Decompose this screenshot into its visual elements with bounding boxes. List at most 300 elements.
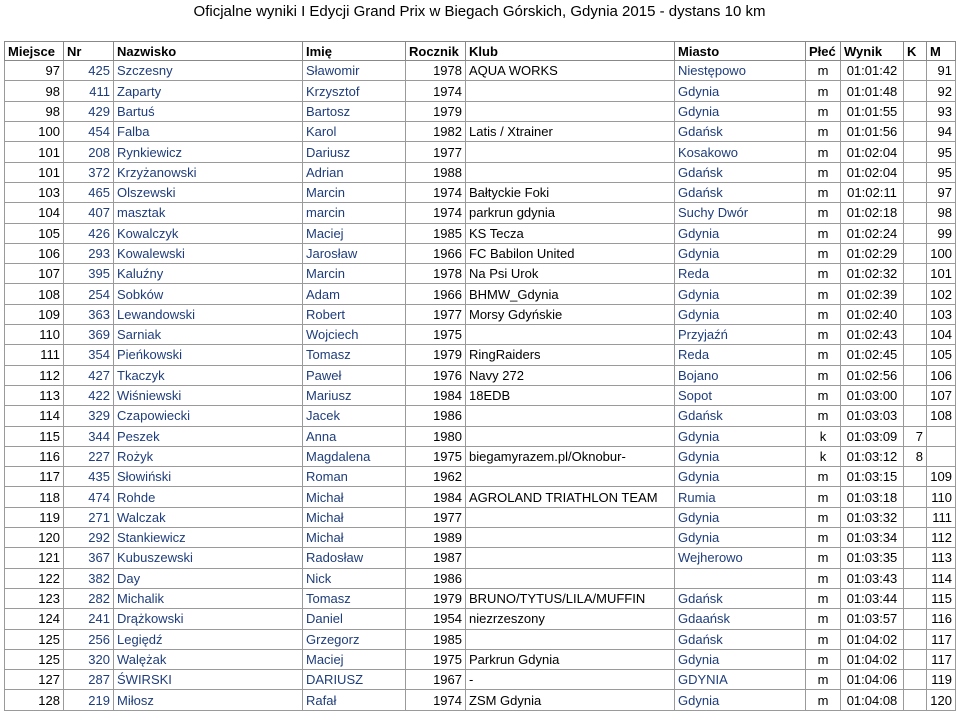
cell-nr: 369 [64, 325, 114, 345]
cell-rocznik: 1988 [406, 162, 466, 182]
cell-nr: 282 [64, 588, 114, 608]
cell-m: 117 [927, 629, 956, 649]
cell-miasto [675, 568, 806, 588]
cell-nr: 395 [64, 264, 114, 284]
cell-miasto: Gdynia [675, 446, 806, 466]
cell-nr: 427 [64, 365, 114, 385]
cell-k [904, 670, 927, 690]
cell-m: 97 [927, 182, 956, 202]
cell-m: 111 [927, 507, 956, 527]
cell-rocznik: 1975 [406, 649, 466, 669]
cell-m: 92 [927, 81, 956, 101]
cell-miejsce: 111 [5, 345, 64, 365]
cell-klub: Morsy Gdyńskie [466, 304, 675, 324]
cell-miejsce: 101 [5, 142, 64, 162]
cell-k [904, 264, 927, 284]
header-k: K [904, 42, 927, 61]
cell-nr: 344 [64, 426, 114, 446]
cell-nr: 422 [64, 385, 114, 405]
cell-nr: 292 [64, 528, 114, 548]
cell-klub [466, 101, 675, 121]
cell-wynik: 01:03:43 [841, 568, 904, 588]
cell-klub [466, 426, 675, 446]
cell-miejsce: 115 [5, 426, 64, 446]
cell-klub [466, 81, 675, 101]
header-miasto: Miasto [675, 42, 806, 61]
cell-imie: Roman [303, 467, 406, 487]
page-title: Oficjalne wyniki I Edycji Grand Prix w Biegach Górskich, Gdynia 2015 - dystans 10 km [193, 3, 766, 20]
cell-klub: ZSM Gdynia [466, 690, 675, 710]
table-row [5, 122, 956, 142]
cell-plec: m [806, 588, 841, 608]
cell-plec: k [806, 426, 841, 446]
table-row [5, 365, 956, 385]
cell-imie: Sławomir [303, 61, 406, 81]
cell-miasto: Reda [675, 345, 806, 365]
cell-m: 100 [927, 243, 956, 263]
cell-miejsce: 119 [5, 507, 64, 527]
cell-m: 95 [927, 162, 956, 182]
cell-m: 108 [927, 406, 956, 426]
cell-miasto: Gdynia [675, 649, 806, 669]
cell-rocznik: 1978 [406, 264, 466, 284]
cell-miejsce: 122 [5, 568, 64, 588]
cell-miasto: Kosakowo [675, 142, 806, 162]
cell-wynik: 01:02:04 [841, 162, 904, 182]
cell-miasto: Gdańsk [675, 162, 806, 182]
cell-imie: Jarosław [303, 243, 406, 263]
cell-plec: m [806, 528, 841, 548]
cell-m: 110 [927, 487, 956, 507]
cell-rocznik: 1979 [406, 101, 466, 121]
table-row [5, 304, 956, 324]
cell-miejsce: 118 [5, 487, 64, 507]
cell-rocznik: 1984 [406, 487, 466, 507]
cell-miejsce: 110 [5, 325, 64, 345]
cell-klub: Na Psi Urok [466, 264, 675, 284]
cell-k [904, 122, 927, 142]
cell-klub: AQUA WORKS [466, 61, 675, 81]
cell-m: 106 [927, 365, 956, 385]
cell-m: 119 [927, 670, 956, 690]
cell-nr: 429 [64, 101, 114, 121]
cell-nr: 354 [64, 345, 114, 365]
cell-plec: m [806, 406, 841, 426]
cell-imie: Wojciech [303, 325, 406, 345]
cell-imie: Adrian [303, 162, 406, 182]
cell-nazwisko: Kaluźny [114, 264, 303, 284]
table-row [5, 243, 956, 263]
cell-m: 102 [927, 284, 956, 304]
cell-miejsce: 114 [5, 406, 64, 426]
cell-miasto: Reda [675, 264, 806, 284]
cell-nazwisko: Peszek [114, 426, 303, 446]
table-row [5, 162, 956, 182]
cell-wynik: 01:02:24 [841, 223, 904, 243]
cell-wynik: 01:04:02 [841, 649, 904, 669]
cell-rocznik: 1977 [406, 142, 466, 162]
cell-wynik: 01:03:12 [841, 446, 904, 466]
cell-miasto: Gdynia [675, 507, 806, 527]
cell-imie: Maciej [303, 223, 406, 243]
cell-rocznik: 1985 [406, 223, 466, 243]
cell-rocznik: 1974 [406, 690, 466, 710]
cell-klub [466, 507, 675, 527]
cell-nazwisko: Stankiewicz [114, 528, 303, 548]
cell-rocznik: 1977 [406, 304, 466, 324]
cell-nr: 287 [64, 670, 114, 690]
cell-miasto: Bojano [675, 365, 806, 385]
cell-miasto: Gdaańsk [675, 609, 806, 629]
cell-m: 101 [927, 264, 956, 284]
cell-klub [466, 548, 675, 568]
cell-k [904, 101, 927, 121]
table-row [5, 548, 956, 568]
cell-rocznik: 1987 [406, 548, 466, 568]
cell-wynik: 01:04:06 [841, 670, 904, 690]
cell-imie: Marcin [303, 182, 406, 202]
cell-miejsce: 109 [5, 304, 64, 324]
cell-k [904, 325, 927, 345]
cell-miasto: GDYNIA [675, 670, 806, 690]
cell-nr: 219 [64, 690, 114, 710]
cell-plec: m [806, 325, 841, 345]
cell-nr: 293 [64, 243, 114, 263]
cell-imie: Michał [303, 528, 406, 548]
cell-miasto: Gdynia [675, 528, 806, 548]
cell-k [904, 385, 927, 405]
cell-nazwisko: Czapowiecki [114, 406, 303, 426]
cell-wynik: 01:03:57 [841, 609, 904, 629]
cell-k [904, 81, 927, 101]
cell-imie: marcin [303, 203, 406, 223]
header-wynik: Wynik [841, 42, 904, 61]
cell-imie: Tomasz [303, 345, 406, 365]
cell-nr: 320 [64, 649, 114, 669]
cell-klub: BRUNO/TYTUS/LILA/MUFFIN [466, 588, 675, 608]
cell-wynik: 01:02:56 [841, 365, 904, 385]
cell-nr: 254 [64, 284, 114, 304]
cell-plec: m [806, 507, 841, 527]
cell-k [904, 568, 927, 588]
cell-plec: m [806, 264, 841, 284]
cell-nazwisko: Rożyk [114, 446, 303, 466]
cell-m [927, 446, 956, 466]
cell-miasto: Gdańsk [675, 629, 806, 649]
cell-nr: 271 [64, 507, 114, 527]
cell-nazwisko: Szczesny [114, 61, 303, 81]
cell-imie: Marcin [303, 264, 406, 284]
cell-plec: m [806, 365, 841, 385]
cell-klub [466, 528, 675, 548]
cell-k [904, 609, 927, 629]
cell-plec: m [806, 487, 841, 507]
cell-nazwisko: Bartuś [114, 101, 303, 121]
cell-wynik: 01:01:48 [841, 81, 904, 101]
cell-wynik: 01:03:44 [841, 588, 904, 608]
cell-klub: BHMW_Gdynia [466, 284, 675, 304]
cell-imie: Daniel [303, 609, 406, 629]
cell-miejsce: 112 [5, 365, 64, 385]
cell-nr: 465 [64, 182, 114, 202]
cell-wynik: 01:02:29 [841, 243, 904, 263]
cell-miasto: Suchy Dwór [675, 203, 806, 223]
cell-rocznik: 1979 [406, 588, 466, 608]
cell-rocznik: 1974 [406, 203, 466, 223]
cell-rocznik: 1975 [406, 446, 466, 466]
cell-imie: Maciej [303, 649, 406, 669]
cell-nr: 363 [64, 304, 114, 324]
cell-rocznik: 1986 [406, 568, 466, 588]
cell-klub: RingRaiders [466, 345, 675, 365]
cell-miasto: Gdynia [675, 223, 806, 243]
cell-nazwisko: masztak [114, 203, 303, 223]
cell-plec: m [806, 284, 841, 304]
cell-m: 115 [927, 588, 956, 608]
cell-m: 103 [927, 304, 956, 324]
cell-nazwisko: Pieńkowski [114, 345, 303, 365]
cell-plec: m [806, 649, 841, 669]
cell-wynik: 01:02:40 [841, 304, 904, 324]
cell-klub: parkrun gdynia [466, 203, 675, 223]
cell-miejsce: 113 [5, 385, 64, 405]
header-klub: Klub [466, 42, 675, 61]
cell-nazwisko: Day [114, 568, 303, 588]
table-row [5, 446, 956, 466]
table-row [5, 690, 956, 710]
cell-k [904, 345, 927, 365]
cell-wynik: 01:02:32 [841, 264, 904, 284]
cell-nazwisko: Miłosz [114, 690, 303, 710]
header-imie: Imię [303, 42, 406, 61]
cell-wynik: 01:04:02 [841, 629, 904, 649]
cell-imie: Mariusz [303, 385, 406, 405]
table-row [5, 670, 956, 690]
cell-rocznik: 1989 [406, 528, 466, 548]
cell-m: 105 [927, 345, 956, 365]
cell-wynik: 01:03:00 [841, 385, 904, 405]
cell-rocznik: 1974 [406, 182, 466, 202]
cell-rocznik: 1966 [406, 284, 466, 304]
cell-nr: 241 [64, 609, 114, 629]
cell-rocznik: 1986 [406, 406, 466, 426]
cell-plec: m [806, 670, 841, 690]
cell-plec: m [806, 304, 841, 324]
cell-nazwisko: Kowalewski [114, 243, 303, 263]
cell-miejsce: 98 [5, 81, 64, 101]
cell-m: 114 [927, 568, 956, 588]
header-plec: Płeć [806, 42, 841, 61]
cell-wynik: 01:03:34 [841, 528, 904, 548]
cell-miejsce: 127 [5, 670, 64, 690]
cell-k [904, 243, 927, 263]
header-nr: Nr [64, 42, 114, 61]
cell-nazwisko: Słowiński [114, 467, 303, 487]
table-row [5, 426, 956, 446]
cell-wynik: 01:02:18 [841, 203, 904, 223]
cell-nazwisko: Lewandowski [114, 304, 303, 324]
cell-plec: m [806, 122, 841, 142]
cell-plec: m [806, 203, 841, 223]
cell-m: 117 [927, 649, 956, 669]
cell-nr: 411 [64, 81, 114, 101]
cell-miasto: Gdynia [675, 690, 806, 710]
cell-klub: FC Babilon United [466, 243, 675, 263]
cell-k [904, 162, 927, 182]
cell-k [904, 223, 927, 243]
cell-nazwisko: Drążkowski [114, 609, 303, 629]
cell-k [904, 588, 927, 608]
table-row [5, 345, 956, 365]
cell-wynik: 01:03:09 [841, 426, 904, 446]
cell-rocznik: 1954 [406, 609, 466, 629]
cell-nazwisko: Zaparty [114, 81, 303, 101]
cell-nr: 329 [64, 406, 114, 426]
cell-k [904, 629, 927, 649]
table-row [5, 528, 956, 548]
cell-imie: Tomasz [303, 588, 406, 608]
cell-imie: Adam [303, 284, 406, 304]
table-row [5, 284, 956, 304]
cell-rocznik: 1962 [406, 467, 466, 487]
cell-rocznik: 1985 [406, 629, 466, 649]
cell-imie: Michał [303, 507, 406, 527]
cell-k: 7 [904, 426, 927, 446]
cell-k [904, 142, 927, 162]
cell-plec: m [806, 182, 841, 202]
cell-plec: m [806, 243, 841, 263]
cell-klub: biegamyrazem.pl/Oknobur- [466, 446, 675, 466]
cell-nr: 382 [64, 568, 114, 588]
cell-klub [466, 568, 675, 588]
cell-nr: 435 [64, 467, 114, 487]
cell-nazwisko: Rynkiewicz [114, 142, 303, 162]
cell-nazwisko: Walczak [114, 507, 303, 527]
table-row [5, 61, 956, 81]
table-row [5, 385, 956, 405]
cell-imie: Dariusz [303, 142, 406, 162]
cell-imie: Rafał [303, 690, 406, 710]
cell-miejsce: 124 [5, 609, 64, 629]
cell-klub [466, 325, 675, 345]
table-row [5, 467, 956, 487]
cell-imie: Krzysztof [303, 81, 406, 101]
cell-nr: 474 [64, 487, 114, 507]
cell-rocznik: 1974 [406, 81, 466, 101]
cell-rocznik: 1982 [406, 122, 466, 142]
cell-miejsce: 105 [5, 223, 64, 243]
cell-m: 94 [927, 122, 956, 142]
table-row [5, 142, 956, 162]
cell-imie: Radosław [303, 548, 406, 568]
cell-k [904, 507, 927, 527]
cell-k: 8 [904, 446, 927, 466]
cell-nazwisko: Rohde [114, 487, 303, 507]
cell-plec: m [806, 568, 841, 588]
cell-k [904, 61, 927, 81]
cell-nr: 372 [64, 162, 114, 182]
cell-k [904, 406, 927, 426]
cell-m: 91 [927, 61, 956, 81]
cell-rocznik: 1966 [406, 243, 466, 263]
cell-miejsce: 121 [5, 548, 64, 568]
table-row [5, 325, 956, 345]
cell-m: 107 [927, 385, 956, 405]
cell-wynik: 01:04:08 [841, 690, 904, 710]
cell-nr: 256 [64, 629, 114, 649]
header-miejsce: Miejsce [5, 42, 64, 61]
cell-klub: Navy 272 [466, 365, 675, 385]
cell-nr: 208 [64, 142, 114, 162]
cell-plec: m [806, 467, 841, 487]
cell-wynik: 01:02:39 [841, 284, 904, 304]
cell-m: 116 [927, 609, 956, 629]
table-row [5, 101, 956, 121]
cell-nr: 407 [64, 203, 114, 223]
cell-m: 120 [927, 690, 956, 710]
cell-miasto: Gdańsk [675, 588, 806, 608]
cell-miasto: Gdynia [675, 284, 806, 304]
cell-miasto: Gdynia [675, 426, 806, 446]
cell-plec: m [806, 629, 841, 649]
cell-m [927, 426, 956, 446]
cell-wynik: 01:02:04 [841, 142, 904, 162]
table-row [5, 588, 956, 608]
cell-imie: Paweł [303, 365, 406, 385]
cell-plec: m [806, 345, 841, 365]
cell-miasto: Sopot [675, 385, 806, 405]
cell-nr: 426 [64, 223, 114, 243]
cell-nazwisko: Sobków [114, 284, 303, 304]
header-m: M [927, 42, 956, 61]
cell-wynik: 01:03:15 [841, 467, 904, 487]
cell-rocznik: 1967 [406, 670, 466, 690]
header-rocznik: Rocznik [406, 42, 466, 61]
cell-klub: AGROLAND TRIATHLON TEAM [466, 487, 675, 507]
cell-wynik: 01:02:43 [841, 325, 904, 345]
cell-klub [466, 142, 675, 162]
cell-miejsce: 98 [5, 101, 64, 121]
cell-miejsce: 123 [5, 588, 64, 608]
table-row [5, 81, 956, 101]
cell-miejsce: 101 [5, 162, 64, 182]
cell-plec: m [806, 690, 841, 710]
cell-plec: m [806, 223, 841, 243]
cell-rocznik: 1980 [406, 426, 466, 446]
cell-imie: Grzegorz [303, 629, 406, 649]
table-row [5, 264, 956, 284]
cell-k [904, 528, 927, 548]
cell-wynik: 01:03:32 [841, 507, 904, 527]
cell-plec: m [806, 385, 841, 405]
cell-k [904, 182, 927, 202]
cell-k [904, 467, 927, 487]
cell-miejsce: 125 [5, 649, 64, 669]
cell-klub: Bałtyckie Foki [466, 182, 675, 202]
cell-miejsce: 107 [5, 264, 64, 284]
cell-nazwisko: Kowalczyk [114, 223, 303, 243]
cell-miasto: Gdynia [675, 101, 806, 121]
cell-nazwisko: Sarniak [114, 325, 303, 345]
cell-imie: Magdalena [303, 446, 406, 466]
table-row [5, 182, 956, 202]
cell-miejsce: 103 [5, 182, 64, 202]
cell-rocznik: 1976 [406, 365, 466, 385]
table-row [5, 487, 956, 507]
cell-miejsce: 117 [5, 467, 64, 487]
cell-miasto: Gdańsk [675, 182, 806, 202]
cell-imie: Bartosz [303, 101, 406, 121]
